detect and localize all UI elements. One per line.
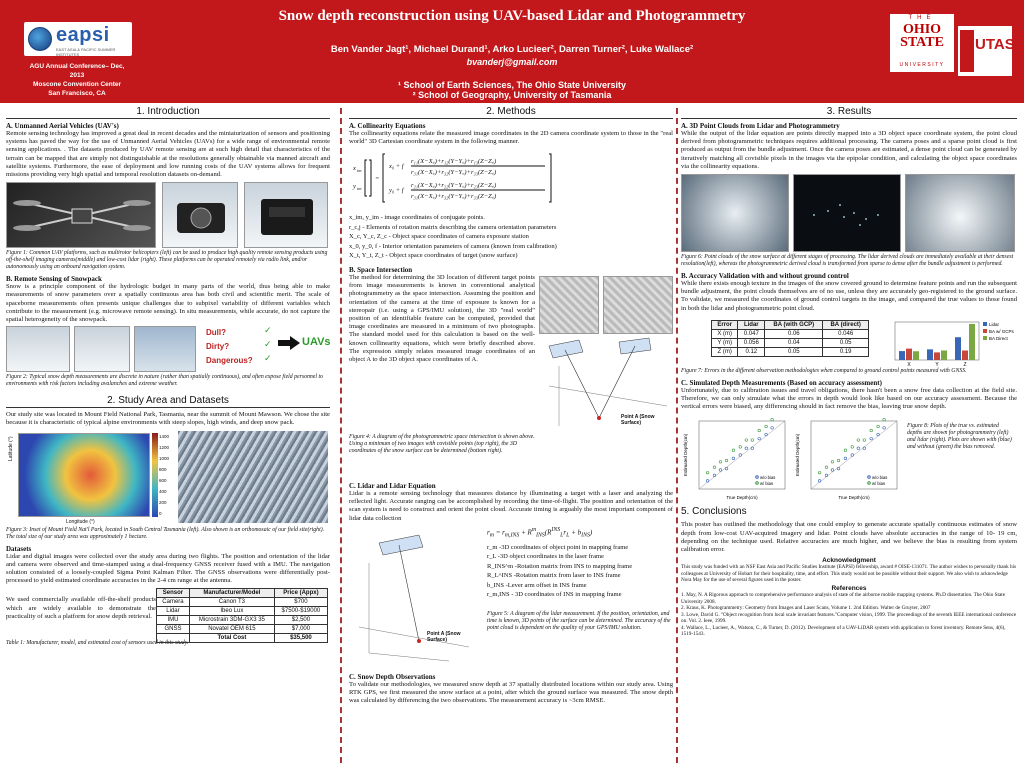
definition-item: R_INS^m -Rotation matrix from INS to mapping frame <box>487 562 633 570</box>
utas-logo-text: UTAS <box>975 36 1015 53</box>
conference-line: San Francisco, CA <box>48 90 106 97</box>
legend-label: Lidar <box>989 321 1000 327</box>
table-row <box>157 625 328 634</box>
uavs-label: UAVs <box>302 336 331 349</box>
table-header: Price (Appx) <box>274 589 327 598</box>
eapsi-logo-text: eapsi <box>56 24 110 46</box>
figure-6 <box>681 174 1017 254</box>
column-results <box>681 105 1017 768</box>
table-cell: $2,500 <box>274 616 327 625</box>
reference-item: 3. Lowe, David G. "Object recognition from local scale invariant features."Computer vision, 1999. The proceedings of the seventh IEEE international conference on. Vol. 2. Ieee, 1999. <box>681 611 1017 625</box>
table-row <box>157 607 328 616</box>
table-cell: 0.12 <box>738 347 765 356</box>
table-cell: 0.05 <box>765 347 823 356</box>
x-tick-label: X <box>907 361 911 368</box>
poster-header <box>0 0 1024 103</box>
reference-list <box>681 592 1017 637</box>
subsection-heading: B. Accuracy Validation with and without ground control <box>681 272 849 281</box>
y-axis-label: Estimated Depth(cm) <box>683 434 688 477</box>
paragraph: This poster has outlined the methodology that one could employ to generate accurate spatially continuous estimates of snow depth from low-cost UAV-acquired imagery and lidar. Point clouds have absolute accuracies in the range of 10- 19 cm, depending on the technique used. Relative accuracies are much higher, and we believe the bias is resulting from system calibration error. <box>681 521 1017 554</box>
subsection-heading: Datasets <box>6 544 32 553</box>
bar-lidar-z <box>955 337 961 360</box>
table-header-row <box>157 589 328 598</box>
paragraph: Our study site was located in Mount Field National Park, Tasmania, near the summit of Mount Mawson. We chose the site because it is characteristic of typical alpine environments with steep slopes, high winds, and deep snow pack. <box>6 411 330 427</box>
figure-2-caption: Figure 2: Typical snow depth measurements are discrete in nature (rather than spatially continuous), and often expose field personnel to environments with risk factors including avalanches and extreme weather. <box>6 374 323 388</box>
table-cell: Microstrain 3DM-GX3 35 <box>189 616 274 625</box>
svg-text:r₂₁(X−X꜀)+r₂₂(Y−Y꜀)+r₂₃(Z−Z꜀): r₂₁(X−X꜀)+r₂₂(Y−Y꜀)+r₂₃(Z−Z꜀) <box>411 182 497 190</box>
colorbar-tick: 200 <box>159 499 167 505</box>
legend-label: w/o bias <box>760 475 776 481</box>
table-cell: 0.06 <box>765 329 823 338</box>
sparse-cloud-points <box>794 175 901 252</box>
check-icon: ✓ <box>264 340 272 351</box>
diagram-label-point-a: Point A (Snow Surface) <box>427 630 461 643</box>
stereo-image-right <box>603 276 673 334</box>
field-photo <box>6 326 70 372</box>
x-axis-label: True Depth(cm) <box>838 495 870 501</box>
reference-item: 4. Wallace, L., Lucieer, A., Watson, C., & Turner, D. (2012). Development of a UAV-LiDAR system with application to forest inventory. Remote Sens, 4(6), 1519-1543. <box>681 624 1006 637</box>
bar-ba-direct-x <box>913 351 919 360</box>
paragraph: We used commercially available off-the-shelf products which are widely available to demonstrate the practicality of such a platform for snow depth retrieval. <box>6 596 156 620</box>
table-cell: X (m) <box>712 329 738 338</box>
table-row <box>712 338 869 347</box>
definition-item: R_L^INS -Rotation matrix from laser to INS frame <box>487 572 621 580</box>
osu-logo-sub: UNIVERSITY <box>899 62 945 68</box>
svg-text:y: y <box>353 183 356 191</box>
table-1-caption: Table 1: Manufacturer, model, and estimated cost of sensors used in this study. <box>6 640 189 647</box>
table-cell: $700 <box>274 598 327 607</box>
table-cell: 0.047 <box>738 329 765 338</box>
table-cell: 0.04 <box>765 338 823 347</box>
table-cell: $7500-$19000 <box>274 607 327 616</box>
sensor-table <box>156 588 328 643</box>
paragraph: While the output of the lidar equation are points directly mapped into a 3D object space coordinate system, the point cloud derived from photogrammetric techniques requires additional processing. The camera poses and a sparse point cloud is first produced as output from the bundle adjustment. Once the camera poses are estimated, a dense point cloud can be generated by iteratively matching all covisible pixels in the images via the epipolar condition, and calculating the object space coordinates via the collinearity equations. <box>681 130 1017 170</box>
y-axis-label: Estimated Depth(cm) <box>795 434 800 477</box>
figure-7-caption: Figure 7: Errors in the different observation methodologies when compared to ground control points measured with GNSS. <box>681 367 967 374</box>
affiliation-osu: ¹ School of Earth Sciences, The Ohio State University <box>397 80 627 90</box>
table-header-row <box>712 320 869 329</box>
depth-scatter-photogrammetry <box>681 413 791 503</box>
paragraph: The method for determining the 3D location of different target points from image measurements is known in conventional analytical photogrammetry as the space intersection. Assuming the position and orientation of the camera at the time of exposure is known for a stereopair (i.e. using a GPS/IMU solution), the 3D "real world" position of an identifiable feature can be computed, provided that image coordinates are measured in a minimum of two photographs. The standard model used for this calculation is based on the well-known collinearity equations, which were briefly described above. The expression simply relates measured image coordinates of an object A to the 3D object space coordinates of A. <box>349 273 535 363</box>
osu-logo-the: THE <box>908 15 936 21</box>
reference-item: 1. May, N. A Rigorous approach to comprehensive performance analysis of state of the airborne mobile mapping systems. Ph.D dissertation. The Ohio State University 2008. <box>681 592 1006 605</box>
affiliation-utas: ² School of Geography, University of Tasmania <box>412 90 612 100</box>
multirotor-photo <box>6 182 156 248</box>
table-cell: Y (m) <box>712 338 738 347</box>
field-photo <box>74 326 130 372</box>
osu-logo <box>890 14 954 72</box>
diagram-label-point-a: Point A (Snow Surface) <box>621 413 655 426</box>
bar-ba-w-gcps-x <box>906 348 912 359</box>
table-header: Manufacturer/Model <box>189 589 274 598</box>
column-divider <box>340 108 342 763</box>
lidar-diagram <box>349 523 479 671</box>
section-heading-results: 3. Results <box>681 105 1017 119</box>
colorbar-ticks <box>159 431 169 519</box>
svg-text:x: x <box>353 165 356 173</box>
subsection-heading: A. Collinearity Equations <box>349 122 426 130</box>
figure-5-caption: Figure 5: A diagram of the lidar measurement. If the position, orientation, and time is known, 3D points of the surface can be determined. The accuracy of the point cloud is dependent on the quality of your GPS/IMU solution. <box>487 610 671 631</box>
subsection-heading: A. Unmanned Aerial Vehicles (UAV's) <box>6 122 119 130</box>
poster-title: Snow depth reconstruction using UAV-based Lidar and Photogrammetry <box>278 8 746 24</box>
space-intersection-block <box>349 274 673 480</box>
osu-logo-line: STATE <box>900 35 944 50</box>
subsection-heading: C. Lidar and Lidar Equation <box>349 481 436 490</box>
x-tick-label: Y <box>935 361 939 368</box>
x-axis-label: True Depth(cm) <box>726 495 758 501</box>
field-photo <box>134 326 196 372</box>
table-cell <box>157 634 190 643</box>
table-row <box>157 598 328 607</box>
table-cell: 0.046 <box>823 329 869 338</box>
table-cell: Total Cost <box>189 634 274 643</box>
camera-photo <box>162 182 238 248</box>
svg-text:im: im <box>357 186 362 192</box>
collinearity-equation <box>349 148 559 206</box>
table-cell: Z (m) <box>712 347 738 356</box>
table-cell: IMU <box>157 616 190 625</box>
bar-ba-w-gcps-z <box>962 350 968 360</box>
colorbar-tick: 1200 <box>159 444 170 450</box>
multirotor-icon <box>7 183 156 248</box>
table-cell: Canon T3 <box>189 598 274 607</box>
paragraph: Unfortunately, due to calibration issues and travel obligations, there hasn't been a snow free data collection at the field site. Therefore, we can only simulate what the errors in depth would look like based on our accuracy assessment. Because the vertical errors were biased, any differencing should in fact remove the bias, leaving true snow depth. <box>681 386 1017 411</box>
table-cell: 0.05 <box>823 338 869 347</box>
sparse-point-cloud <box>793 174 901 252</box>
equation-definitions <box>349 213 673 261</box>
colorbar-tick: 600 <box>159 477 167 483</box>
map-y-label: Latitude (°) <box>8 436 14 461</box>
author-list: Ben Vander Jagt¹, Michael Durand¹, Arko Lucieer², Darren Turner², Luke Wallace² <box>330 44 694 55</box>
colorbar-tick: 400 <box>159 488 167 494</box>
lidar-icon <box>245 183 328 248</box>
svg-text:r₃₁(X−X꜀)+r₃₂(Y−Y꜀)+r₃₃(Z−Z꜀): r₃₁(X−X꜀)+r₃₂(Y−Y꜀)+r₃₃(Z−Z꜀) <box>411 193 497 201</box>
table-header: Error <box>712 320 738 329</box>
paragraph: Lidar and digital images were collected over the study area during two flights. The position and orientation of the lidar and camera were observed and time-stamped using a dual-frequency GNSS receiver fused with a IMU. The navigation solution consisted of a loosely-coupled Sigma Point Kalman Filter. The GNSS observations were differentially post-processed to yield estimated coordinate accuracies in the 2-4 cm range at the antenna. <box>6 552 330 585</box>
lidar-photo <box>244 182 328 248</box>
osu-logo-line: OHIO <box>902 22 942 37</box>
risk-word-dangerous: Dangerous? <box>206 356 253 366</box>
stereo-image-left <box>539 276 599 334</box>
sensor-table-block <box>6 588 330 640</box>
error-bar-chart <box>883 316 1015 368</box>
map-x-label: Longitude (°) <box>66 518 95 525</box>
arrow-right-icon <box>278 336 300 350</box>
column-introduction <box>6 105 330 768</box>
conference-line: AGU Annual Conference– Dec, 2013 <box>29 63 125 79</box>
legend-label: BA w/ GCPs <box>989 328 1014 334</box>
lidar-point-cloud <box>681 174 789 252</box>
paragraph: Remote sensing technology has improved a great deal in recent decades and the miniaturization of sensors and positioning systems has paved the way for the use of Unmanned Aerial Vehicles (UAVs) for a wide range of environmental remote sensing applications. . The datasets produced by UAV remote sensing are at such high detail that characteristics of the terrain can be mapped that are simply not distinguishable at the resolutions generally obtainable via manned aircraft and satellite systems. Furthermore, the ease of deployment and low running costs of the UAV systems allows for frequent missions providing very high spatial and temporal resolution datasets on-demand. <box>6 130 330 179</box>
legend-swatch <box>983 336 987 340</box>
table-cell: GNSS <box>157 625 190 634</box>
bar-ba-direct-y <box>941 350 947 360</box>
x-tick-label: Z <box>963 361 967 368</box>
svg-text:im: im <box>357 168 362 174</box>
column-methods <box>349 105 673 768</box>
definition-item: X_t, Y_t, Z_t - Object space coordinates of target (snow surface) <box>349 252 518 260</box>
paragraph: The collinearity equations relate the measured image coordinates in the 2D camera coordinate system to those in the "real world" 3D Cartesian coordinate system in the following manner. <box>349 130 673 146</box>
dense-point-cloud <box>905 174 1015 252</box>
definition-item: x_0, y_0, f - Interior orientation parameters of camera (known from calibration) <box>349 242 557 250</box>
svg-text:x₀ + f: x₀ + f <box>389 163 404 171</box>
legend-label: w/ bias <box>760 481 774 487</box>
figure-1 <box>6 182 330 250</box>
svg-text:y₀ + f: y₀ + f <box>389 187 404 195</box>
depth-scatter-lidar <box>793 413 903 503</box>
definition-item: r_c,j - Elements of rotation matrix describing the camera orientation parameters <box>349 223 557 231</box>
conference-line: Moscone Convention Center <box>32 81 122 88</box>
bar-lidar-x <box>899 351 905 360</box>
legend-label: BA Direct <box>989 335 1008 341</box>
table-cell: $7,000 <box>274 625 327 634</box>
table-header: BA (direct) <box>823 320 869 329</box>
subsection-heading: C. Snow Depth Observations <box>349 672 436 681</box>
svg-text:=: = <box>375 175 380 183</box>
lidar-equation: $r_m = r_{m,INS} + R^m_{INS}(R^{INS}_Lr_L + b_{INS})$ <box>487 526 593 539</box>
figure-3-caption: Figure 3: Inset of Mount Field Nat'l Park, located in South Central Tasmania (left). Also shown is an orthomosaic of our field site(right). The total size of our study area was approximately 1 hectare. <box>6 526 325 540</box>
bar-ba-direct-z <box>969 324 975 360</box>
table-header: Lidar <box>738 320 765 329</box>
subsection-heading: B. Space Intersection <box>349 265 413 274</box>
subsection-heading: B. Remote Sensing of Snowpack <box>6 275 102 284</box>
paragraph: Lidar is a remote sensing technology that measures distance by illuminating a target with a laser and analyzing the reflected light. Accurate ranging can be accomplished by recording the time-of-flight. The position and orientation of the scan system is need to construct and orient the point cloud. Accurate timing is arguably the most important component of lidar data collection <box>349 489 673 522</box>
legend-label: w/o bias <box>872 475 888 481</box>
table-cell: Lidar <box>157 607 190 616</box>
definition-item: b_INS -Lever arm offset in INS frame <box>487 581 587 589</box>
lidar-definitions <box>487 543 673 600</box>
paragraph: To validate our methodologies, we measured snow depth at 37 spatially distributed locations within our study area. Using RTK GPS, we first measured the snow surface at a point, after which the ground surface was measured. The snow depth was calculated by differencing the two observations. The measurement accuracy is ~3cm RMSE. <box>349 680 673 705</box>
check-icon: ✓ <box>264 354 272 365</box>
figure-8-caption: Figure 8: Plots of the true vs. estimated depths are shown for photogrammetry (left) and lidar (right). Plots are shown with (blue) and without (green) the bias removed. <box>907 423 1012 451</box>
figure-6-caption: Figure 6: Point clouds of the snow surface at different stages of processing. The lidar derived clouds are immediately available at their densest resolution(left), whereas the photogrammetric derived cloud is transformed from sparse to dense after the bundle adjustment is performed. <box>681 254 1014 268</box>
table-cell: Camera <box>157 598 190 607</box>
subsection-heading: C. Simulated Depth Measurements (Based on accuracy assessment) <box>681 378 882 387</box>
definition-item: X_c, Y_c, Z_c - Object space coordinates of camera exposure station <box>349 233 529 241</box>
bar-lidar-y <box>927 349 933 360</box>
figure-7 <box>681 316 1017 368</box>
legend-swatch <box>983 322 987 326</box>
section-heading-introduction: 1. Introduction <box>6 105 330 119</box>
acknowledgment-heading: Acknowledgment <box>822 557 876 565</box>
definition-item: x_im, y_im - image coordinates of conjugate points. <box>349 214 485 222</box>
eapsi-logo-subtitle: EAST ASIA & PACIFIC SUMMER INSTITUTES <box>56 47 116 57</box>
paragraph: Snow is a principle component of the hydrologic budget in many parts of the world, thus being able to make measurements of snow parameters over a spatially continuous area has both civil and scientific merit. The scale of spaceborne measurements often presents unique challenges due to subpixel variability of different variables which contribute to the measurement (e.g. microwave remote sensing). In situ measurements, while accurate, do not capture the spatial heterogeneity of the snowpack. <box>6 283 330 324</box>
colorbar <box>152 433 158 517</box>
table-header: BA (with GCP) <box>765 320 823 329</box>
point-with-bias <box>883 419 886 422</box>
utas-logo <box>958 26 1015 76</box>
svg-text:r₁₁(X−X꜀)+r₁₂(Y−Y꜀)+r₁₃(Z−Z꜀): r₁₁(X−X꜀)+r₁₂(Y−Y꜀)+r₁₃(Z−Z꜀) <box>411 158 497 166</box>
orthomosaic-image <box>178 431 328 523</box>
svg-text:r₃₁(X−X꜀)+r₃₂(Y−Y꜀)+r₃₃(Z−Z꜀): r₃₁(X−X꜀)+r₃₂(Y−Y꜀)+r₃₃(Z−Z꜀) <box>411 169 497 177</box>
acknowledgment-text: This study was funded with an NSF East Asia and Pacific Studies Institute (EAPSI) fellowship, award # OISE-131071. The author wishes to personally thank his colleagues at University of Hobart for their hospitality, time, and effort. This study would not be possible without their support. We also wish to acknowledge Nora May for the use of several figures used in the poster. <box>681 564 1017 584</box>
utas-mark <box>960 30 974 72</box>
figure-3 <box>6 431 330 527</box>
table-header: Sensor <box>157 589 190 598</box>
lidar-equation-block <box>349 523 673 671</box>
colorbar-tick: 1000 <box>159 455 170 461</box>
table-row <box>712 329 869 338</box>
table-cell: 0.19 <box>823 347 869 356</box>
table-cell: 0.056 <box>738 338 765 347</box>
table-total-row <box>157 634 328 643</box>
figure-8 <box>681 413 1017 503</box>
osu-logo-main <box>890 23 954 49</box>
colorbar-tick: 800 <box>159 466 167 472</box>
definition-item: r_L -3D object coordinates in the laser frame <box>487 553 604 561</box>
table-cell: $35,500 <box>274 634 327 643</box>
reference-item: 2. Kraus, K. Photogrammetry: Geometry from Images and Laser Scans, Volume 1. 2nd Edition. Walter de Gruyter, 2007 <box>681 605 931 612</box>
section-heading-study-area: 2. Study Area and Datasets <box>6 394 330 408</box>
figure-1-caption: Figure 1: Common UAV platforms, such as multirotor helicopters (left) can be used to produce high quality remote sensing products using off-the-shelf imaging cameras(middle) and low-cost lidar (right). These platforms can be operated remotely via radio link, and/or autonomously using an onboard navigation system. <box>6 250 328 271</box>
table-cell: Ibeo Lux <box>189 607 274 616</box>
paragraph: While there exists enough texture in the images of the snow covered ground to determine feature points and run the subsequent bundle adjustment, the point clouds themselves are of no use, unless they are accurately geo-registered to the ground surface. To validate, we measured the coordinates of ground control targets in the image, and compared the true values to those found in both the lidar and photogrammetric point cloud. <box>681 280 1017 312</box>
references-heading: References <box>831 585 867 593</box>
legend-swatch <box>983 329 987 333</box>
legend-label: w/ bias <box>872 481 886 487</box>
colorbar-tick: 0 <box>159 510 162 516</box>
point-with-bias <box>771 419 774 422</box>
figure-2 <box>6 326 330 374</box>
table-row <box>712 347 869 356</box>
definition-item: r_m -3D coordinates of object point in mapping frame <box>487 543 629 551</box>
check-icon: ✓ <box>264 326 272 337</box>
section-heading-methods: 2. Methods <box>349 105 673 119</box>
subsection-heading: A. 3D Point Clouds from Lidar and Photogrammetry <box>681 122 840 130</box>
camera-icon <box>163 183 238 248</box>
column-divider <box>676 108 678 763</box>
table-row <box>157 616 328 625</box>
section-heading-conclusions: 5. Conclusions <box>681 506 747 518</box>
definition-item: r_m,INS - 3D coordinates of INS in mapping frame <box>487 591 622 599</box>
risk-word-dull: Dull? <box>206 328 226 338</box>
colorbar-tick: 1400 <box>159 433 170 439</box>
author-email: bvanderj@gmail.com <box>466 57 558 67</box>
error-table <box>711 320 869 357</box>
bar-ba-w-gcps-y <box>934 352 940 360</box>
figure-4-caption: Figure 4: A diagram of the photogrammetric space intersection is shown above. Using a minimum of two images with covisible points (top right), the 3D coordinates of the snow surface can be determined (bottom right). <box>349 433 535 454</box>
elevation-map <box>18 433 150 517</box>
table-cell: Novatel OEM 615 <box>189 625 274 634</box>
risk-word-dirty: Dirty? <box>206 342 230 352</box>
